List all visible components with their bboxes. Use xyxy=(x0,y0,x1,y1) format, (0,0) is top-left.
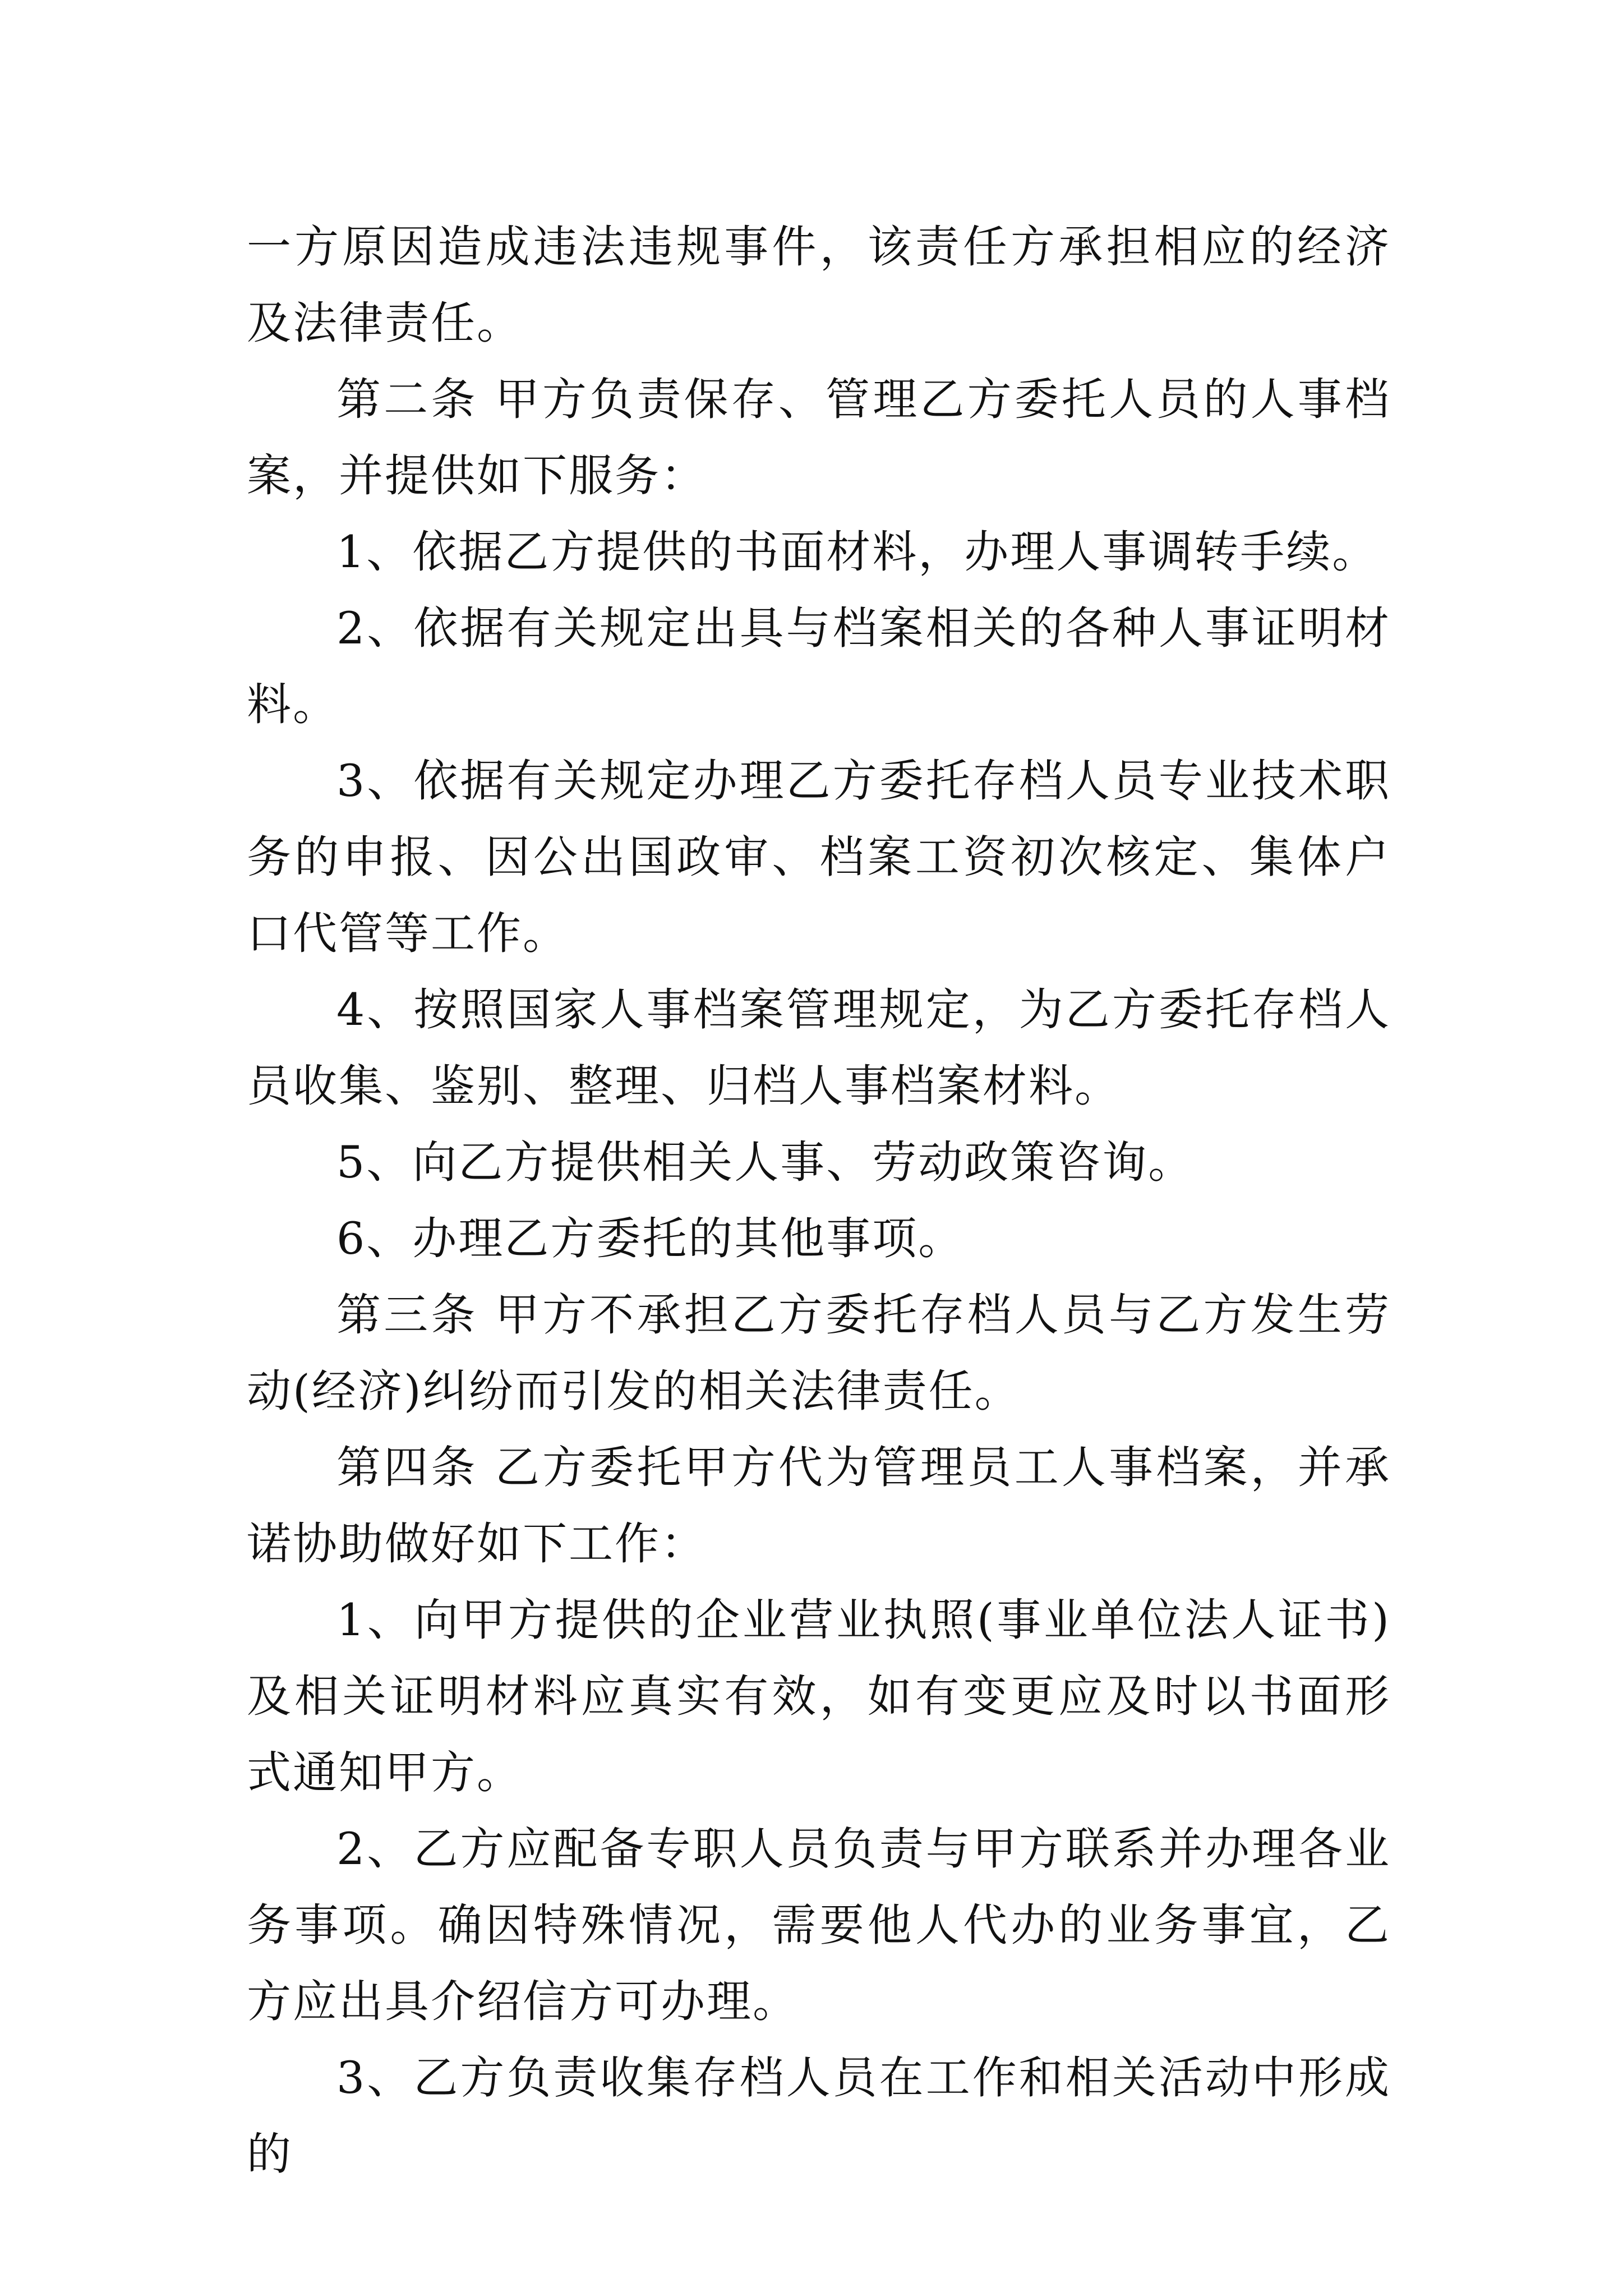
paragraph-article-4-item-2: 2、乙方应配备专职人员负责与甲方联系并办理各业务事项。确因特殊情况，需要他人代办的业务事宜，乙方应出具介绍信方可办理。 xyxy=(247,1823,1391,2027)
paragraph-article-4-item-1: 1、向甲方提供的企业营业执照(事业单位法人证书)及相关证明材料应真实有效，如有变更应及时以书面形式通知甲方。 xyxy=(247,1594,1391,1798)
paragraph-article-2-item-1: 1、依据乙方提供的书面材料，办理人事调转手续。 xyxy=(336,526,1378,578)
paragraph-continuation: 一方原因造成违法违规事件，该责任方承担相应的经济及法律责任。 xyxy=(247,221,1391,349)
document-body xyxy=(247,209,1391,2192)
paragraph-article-2-item-4: 4、按照国家人事档案管理规定，为乙方委托存档人员收集、鉴别、整理、归档人事档案材料。 xyxy=(247,984,1391,1112)
paragraph-article-3: 第三条 甲方不承担乙方委托存档人员与乙方发生劳动(经济)纠纷而引发的相关法律责任。 xyxy=(247,1289,1391,1417)
paragraph-article-2-item-3: 3、依据有关规定办理乙方委托存档人员专业技术职务的申报、因公出国政审、档案工资初次核定、集体户口代管等工作。 xyxy=(247,755,1391,959)
paragraph-article-4-item-3: 3、乙方负责收集存档人员在工作和相关活动中形成的 xyxy=(247,2052,1391,2180)
paragraph-article-2-item-5: 5、向乙方提供相关人事、劳动政策咨询。 xyxy=(336,1137,1195,1188)
paragraph-article-2-item-6: 6、办理乙方委托的其他事项。 xyxy=(336,1213,965,1264)
paragraph-article-2-item-2: 2、依据有关规定出具与档案相关的各种人事证明材料。 xyxy=(247,602,1391,730)
paragraph-article-4: 第四条 乙方委托甲方代为管理员工人事档案，并承诺协助做好如下工作： xyxy=(247,1442,1391,1570)
paragraph-article-2: 第二条 甲方负责保存、管理乙方委托人员的人事档案，并提供如下服务： xyxy=(247,374,1391,501)
